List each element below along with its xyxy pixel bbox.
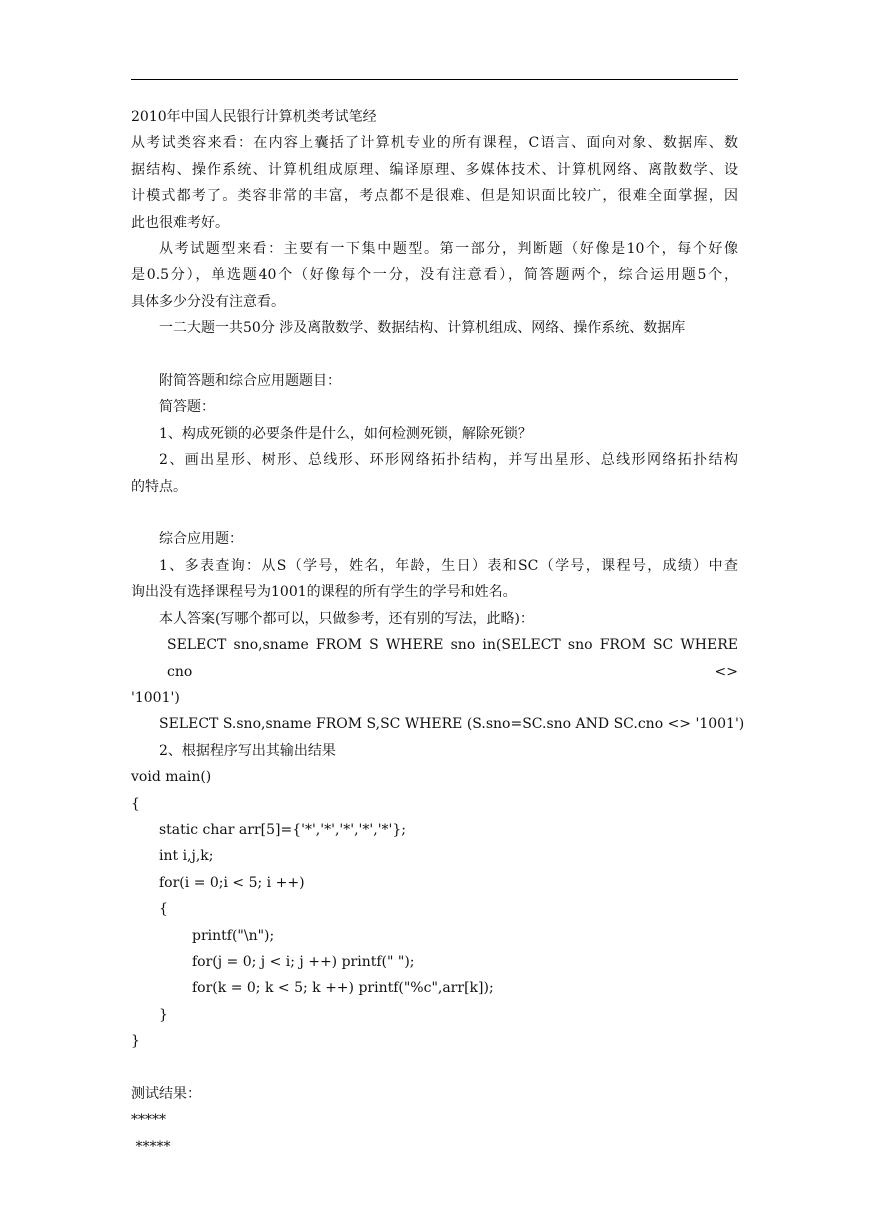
code-line-6: { xyxy=(159,901,168,918)
blank-line xyxy=(131,342,738,368)
sql-answer-1-line-2: '1001') xyxy=(131,689,180,706)
code-line-3: static char arr[5]={'*','*','*','*','*'}; xyxy=(159,821,407,838)
paragraph-2-line-2: 是0.5分），单选题40个（好像每个一分，没有注意看），简答题两个，综合运用题5个， xyxy=(131,267,738,284)
code-line-9: for(k = 0; k < 5; k ++) printf("%c",arr[k]); xyxy=(192,980,494,997)
code-line-2: { xyxy=(131,795,140,812)
document-body xyxy=(131,104,745,1160)
question-2-line-1: 2、画出星形、树形、总线形、环形网络拓扑结构，并写出星形、总线形网络拓扑结构 xyxy=(159,452,738,469)
paragraph-2-line-1: 从考试题型来看：主要有一下集中题型。第一部分，判断题（好像是10个，每个好像 xyxy=(159,241,738,258)
comprehensive-heading: 综合应用题： xyxy=(159,531,243,548)
code-line-4: int i,j,k; xyxy=(159,848,214,865)
paragraph-2-line-3: 具体多少分没有注意看。 xyxy=(131,293,285,310)
code-line-5: for(i = 0;i < 5; i ++) xyxy=(159,874,305,891)
code-line-10: } xyxy=(159,1006,168,1023)
header-rule xyxy=(131,79,738,80)
paragraph-1-line-4: 此也很难考好。 xyxy=(131,214,229,231)
comprehensive-question-1-line-2: 询出没有选择课程号为1001的课程的所有学生的学号和姓名。 xyxy=(131,584,517,601)
paragraph-1-line-2: 据结构、操作系统、计算机组成原理、编译原理、多媒体技术、计算机网络、离散数学、设 xyxy=(131,161,738,178)
answer-intro: 本人答案(写哪个都可以，只做参考，还有别的写法，此略)： xyxy=(159,610,534,627)
code-line-8: for(j = 0; j < i; j ++) printf(" "); xyxy=(192,953,415,970)
paragraph-1-line-1: 从考试类容来看：在内容上囊括了计算机专业的所有课程，C语言、面向对象、数据库、数 xyxy=(131,135,738,152)
sql-answer-2: SELECT S.sno,sname FROM S,SC WHERE (S.sno=SC.sno AND SC.cno <> '1001') xyxy=(159,716,745,733)
comprehensive-question-1-line-1: 1、多表查询：从S（学号，姓名，年龄，生日）表和SC（学号，课程号，成绩）中查 xyxy=(159,557,738,574)
result-line-1: ***** xyxy=(131,1112,166,1129)
blank-line xyxy=(131,1055,738,1081)
sql-answer-1-line-1: SELECT sno,sname FROM S WHERE sno in(SELECT sno FROM SC WHERE cno <> xyxy=(167,637,738,680)
question-1: 1、构成死锁的必要条件是什么，如何检测死锁，解除死锁？ xyxy=(159,425,532,442)
paragraph-3: 一二大题一共50分 涉及离散数学、数据结构、计算机组成、网络、操作系统、数据库 xyxy=(159,320,686,337)
question-2-line-2: 的特点。 xyxy=(131,478,187,495)
paragraph-1-line-3: 计模式都考了。类容非常的丰富，考点都不是很难、但是知识面比较广，很难全面掌握，因 xyxy=(131,188,738,205)
document-title: 2010年中国人民银行计算机类考试笔经 xyxy=(131,109,377,125)
blank-line xyxy=(131,500,738,526)
appendix-heading: 附简答题和综合应用题题目： xyxy=(159,373,341,390)
code-line-1: void main() xyxy=(131,769,212,786)
comprehensive-question-2: 2、根据程序写出其输出结果 xyxy=(159,742,336,759)
result-heading: 测试结果： xyxy=(131,1085,201,1102)
result-line-2: ***** xyxy=(131,1138,171,1155)
short-answer-heading: 简答题： xyxy=(159,399,215,416)
code-line-7: printf("\n"); xyxy=(192,927,275,944)
code-line-11: } xyxy=(131,1033,140,1050)
